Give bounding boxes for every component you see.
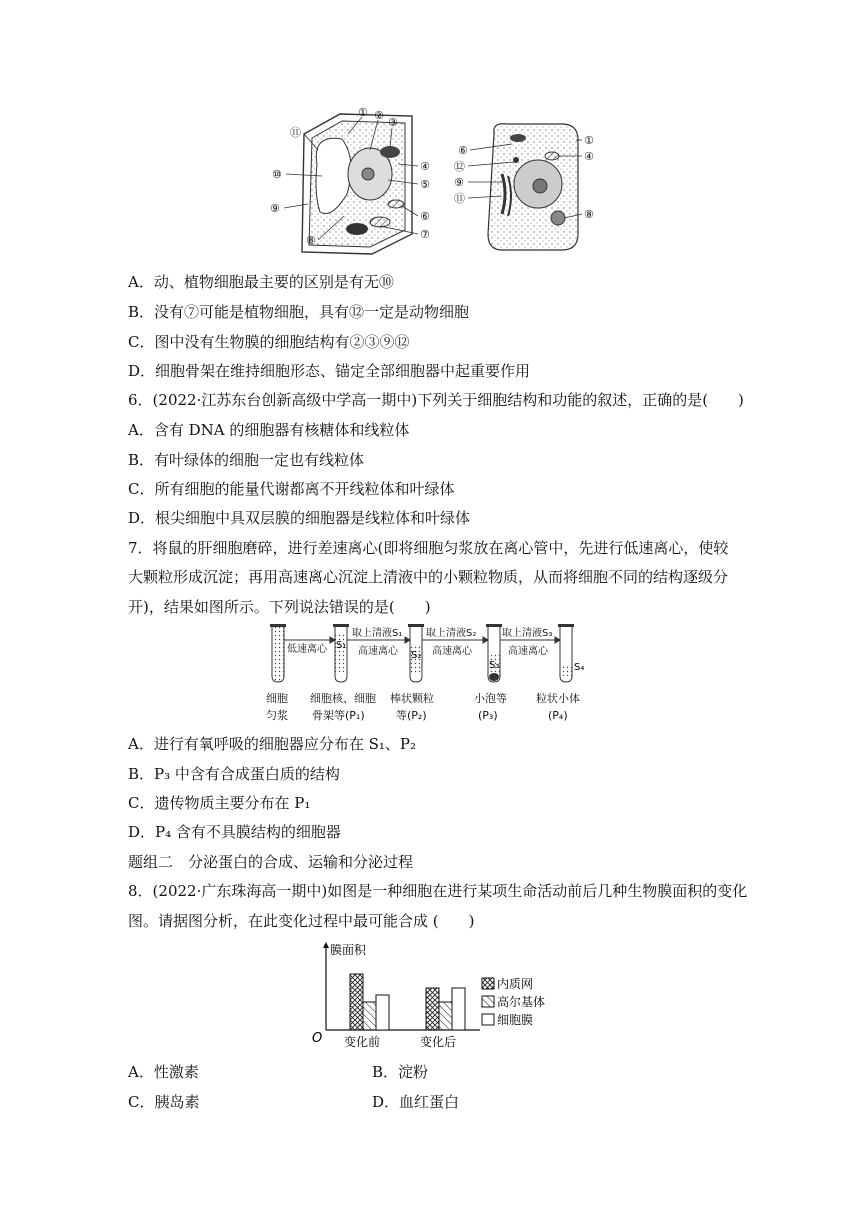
step-low-speed: 低速离心 xyxy=(287,644,327,655)
svg-text:②: ② xyxy=(374,109,384,122)
q6-option-c: C．所有细胞的能量代谢都离不开线粒体和叶绿体 xyxy=(128,480,455,498)
caption-p1-2: 骨架等(P₁) xyxy=(312,709,365,722)
legend-swatch xyxy=(482,996,494,1007)
q7-stem-line-3: 开)，结果如图所示。下列说法错误的是( ) xyxy=(128,598,431,616)
caption-p1-1: 细胞核、细胞 xyxy=(310,692,376,705)
legend-label: 高尔基体 xyxy=(497,995,546,1009)
legend-swatch xyxy=(482,1014,494,1025)
q5-option-b: B．没有⑦可能是植物细胞，具有⑫一定是动物细胞 xyxy=(128,303,470,321)
tube-4 xyxy=(558,624,574,682)
svg-text:①: ① xyxy=(358,106,368,119)
step4-top: 取上清液S₃ xyxy=(502,628,553,639)
q8-stem-line-1: 8．(2022·广东珠海高一期中)如图是一种细胞在进行某项生命活动前后几种生物膜面积的变化 xyxy=(128,882,748,900)
step2-bottom: 高速离心 xyxy=(358,646,398,657)
svg-text:⑩: ⑩ xyxy=(272,168,282,181)
step3-top: 取上清液S₂ xyxy=(426,628,477,639)
caption-homogenate-2: 匀浆 xyxy=(266,709,288,722)
origin-label: O xyxy=(312,1031,323,1046)
membrane-area-chart xyxy=(310,940,550,1052)
plant-cell xyxy=(270,106,430,254)
svg-text:⑪: ⑪ xyxy=(290,126,301,139)
caption-p4-2: (P₄) xyxy=(548,709,568,722)
centrifuge-svg xyxy=(262,622,602,726)
svg-text:⑧: ⑧ xyxy=(584,208,594,221)
tube-label-s3: S₃ xyxy=(489,660,500,671)
svg-text:⑪: ⑪ xyxy=(454,192,465,205)
category-label: 变化后 xyxy=(420,1035,457,1049)
animal-cell xyxy=(454,124,594,250)
q5-option-a: A．动、植物细胞最主要的区别是有无⑩ xyxy=(128,273,394,291)
q6-option-b: B．有叶绿体的细胞一定也有线粒体 xyxy=(128,451,365,469)
tube-1 xyxy=(333,624,349,682)
svg-text:⑨: ⑨ xyxy=(454,176,464,189)
tube-homogenate xyxy=(270,624,286,682)
tube-label-s1: S₁ xyxy=(336,640,347,651)
cell-diagram-figure xyxy=(262,104,610,266)
q7-option-c: C．遗传物质主要分布在 P₁ xyxy=(128,794,311,812)
svg-text:⑧: ⑧ xyxy=(306,234,316,247)
caption-p3-1: 小泡等 xyxy=(474,692,507,705)
tube-label-s4: S₄ xyxy=(574,662,585,673)
svg-text:⑫: ⑫ xyxy=(454,160,465,173)
svg-text:①: ① xyxy=(584,134,594,147)
tube-label-s2: S₂ xyxy=(411,650,422,661)
step3-bottom: 高速离心 xyxy=(432,646,472,657)
q7-option-d: D．P₄ 含有不具膜结构的细胞器 xyxy=(128,823,341,841)
svg-text:⑥: ⑥ xyxy=(458,144,468,157)
q7-stem-line-2: 大颗粒形成沉淀；再用高速离心沉淀上清液中的小颗粒物质，从而将细胞不同的结构逐级分 xyxy=(128,568,729,586)
q6-option-d: D．根尖细胞中具双层膜的细胞器是线粒体和叶绿体 xyxy=(128,509,471,527)
cell-diagram-svg xyxy=(262,104,610,266)
caption-homogenate-1: 细胞 xyxy=(266,692,288,705)
svg-text:⑤: ⑤ xyxy=(420,178,430,191)
svg-text:⑨: ⑨ xyxy=(270,202,280,215)
bar-1-3 xyxy=(376,995,389,1030)
bar-2-3 xyxy=(452,988,465,1030)
q8-option-a: A．性激素 xyxy=(128,1063,199,1081)
legend-swatch xyxy=(482,978,494,989)
svg-text:④: ④ xyxy=(584,150,594,163)
legend-label: 细胞膜 xyxy=(497,1013,534,1027)
q8-option-d: D．血红蛋白 xyxy=(372,1093,460,1111)
caption-p4-1: 粒状小体 xyxy=(536,692,580,705)
q6-option-a: A．含有 DNA 的细胞器有核糖体和线粒体 xyxy=(128,421,410,439)
q7-stem-line-1: 7．将鼠的肝细胞磨碎，进行差速离心(即将细胞匀浆放在离心管中，先进行低速离心，使较 xyxy=(128,539,729,557)
q6-stem: 6．(2022·江苏东台创新高级中学高一期中)下列关于细胞结构和功能的叙述，正确的是( ) xyxy=(128,391,744,409)
q8-stem-line-2: 图。请据图分析，在此变化过程中最可能合成 ( ) xyxy=(128,912,475,930)
membrane-chart-svg xyxy=(310,940,550,1052)
step2-top: 取上清液S₁ xyxy=(352,628,403,639)
q7-option-b: B．P₃ 中含有合成蛋白质的结构 xyxy=(128,765,340,783)
svg-text:⑦: ⑦ xyxy=(420,228,430,241)
q5-option-c: C．图中没有生物膜的细胞结构有②③⑨⑫ xyxy=(128,333,410,351)
category-label: 变化前 xyxy=(344,1035,381,1049)
q8-option-b: B．淀粉 xyxy=(372,1063,429,1081)
bar-2-1 xyxy=(426,988,439,1030)
caption-p2-2: 等(P₂) xyxy=(396,709,427,722)
caption-p3-2: (P₃) xyxy=(478,709,498,722)
centrifuge-figure xyxy=(262,622,602,726)
bar-2-2 xyxy=(439,1002,452,1030)
bar-1-1 xyxy=(350,974,363,1030)
q5-option-d: D．细胞骨架在维持细胞形态、锚定全部细胞器中起重要作用 xyxy=(128,362,531,380)
q8-option-c: C．胰岛素 xyxy=(128,1093,200,1111)
svg-text:③: ③ xyxy=(388,116,398,129)
group2-heading: 题组二 分泌蛋白的合成、运输和分泌过程 xyxy=(128,853,414,871)
q7-option-a: A．进行有氧呼吸的细胞器应分布在 S₁、P₂ xyxy=(128,735,416,753)
caption-p2-1: 棒状颗粒 xyxy=(390,692,434,705)
y-axis-label: 膜面积 xyxy=(330,943,367,957)
legend-label: 内质网 xyxy=(497,977,534,991)
tube-3 xyxy=(486,624,502,682)
bar-1-2 xyxy=(363,1002,376,1030)
step4-bottom: 高速离心 xyxy=(508,646,548,657)
svg-text:⑥: ⑥ xyxy=(420,210,430,223)
svg-text:④: ④ xyxy=(420,160,430,173)
